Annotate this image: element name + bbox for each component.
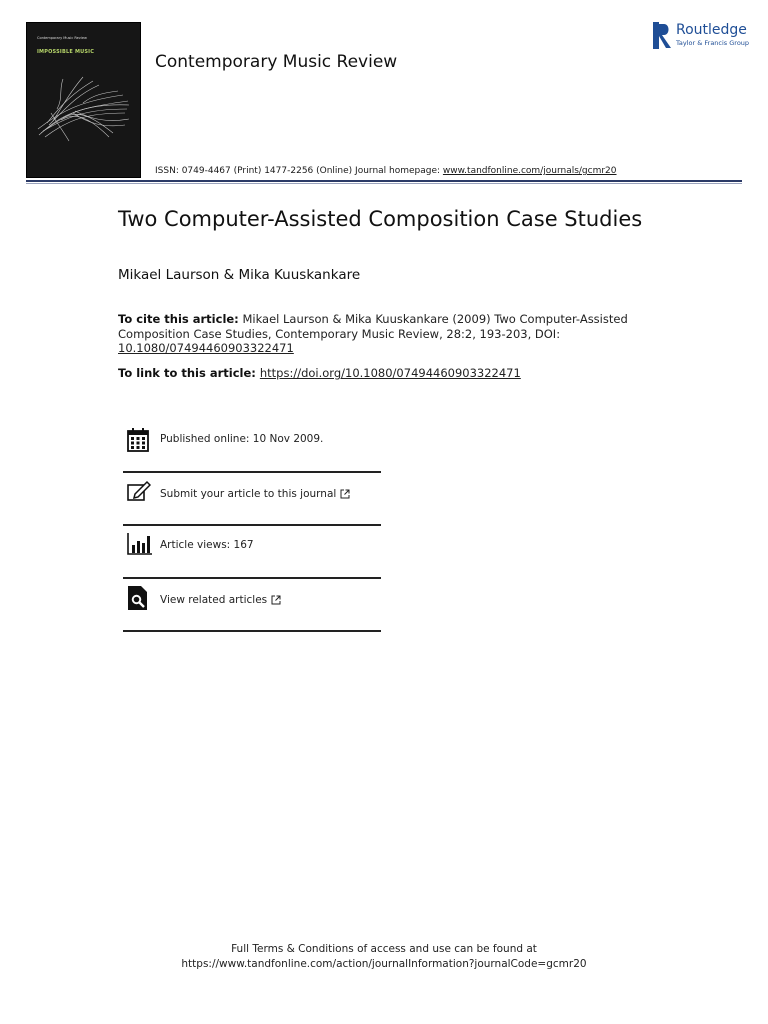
journal-cover-image [26, 22, 141, 178]
related-articles-link[interactable]: View related articles [160, 594, 281, 606]
header-divider-thin [26, 183, 742, 184]
calendar-icon [127, 428, 149, 452]
cover-issue-title: IMPOSSIBLE MUSIC [37, 49, 95, 55]
article-views-item [123, 533, 381, 557]
footer-terms [0, 942, 768, 972]
article-views-text: Article views: 167 [160, 539, 254, 551]
info-divider [123, 630, 381, 632]
link-label: To link to this article: [118, 366, 256, 380]
bar-chart-icon [127, 533, 153, 555]
cover-artwork-icon [33, 73, 133, 143]
article-authors: Mikael Laurson & Mika Kuuskankare [118, 267, 361, 283]
article-title: Two Computer-Assisted Composition Case Studies [118, 207, 643, 231]
published-online-item [123, 428, 381, 454]
info-divider [123, 524, 381, 526]
submit-article-link[interactable]: Submit your article to this journal [160, 488, 350, 500]
link-line [118, 366, 521, 380]
info-divider [123, 471, 381, 473]
citation-block [118, 312, 638, 356]
related-articles-item[interactable] [123, 586, 381, 612]
publisher-subtitle: Taylor & Francis Group [676, 39, 750, 47]
submit-article-item[interactable] [123, 480, 381, 508]
search-document-icon [127, 586, 149, 611]
doi-url-link[interactable]: https://doi.org/10.1080/07494460903322471 [259, 366, 521, 380]
footer-line-1: Full Terms & Conditions of access and use can be found at [231, 943, 537, 955]
footer-terms-link[interactable]: https://www.tandfonline.com/action/journalInformation?journalCode=gcmr20 [181, 958, 587, 970]
publisher-name: Routledge [676, 22, 747, 38]
journal-homepage-link[interactable]: www.tandfonline.com/journals/gcmr20 [442, 166, 617, 176]
edit-icon [127, 480, 151, 502]
cite-label: To cite this article: [118, 312, 239, 326]
cite-doi-link[interactable]: 10.1080/07494460903322471 [118, 341, 294, 355]
cite-text: Mikael Laurson & Mika Kuuskankare (2009) Two Computer-Assisted Composition Case Studies, Contemporary Music Review, 28:2, 193-203, DOI: [118, 312, 628, 341]
cover-journal-name: Contemporary Music Review [37, 36, 87, 40]
external-link-icon [271, 595, 281, 605]
header-divider [26, 180, 742, 182]
info-divider [123, 577, 381, 579]
external-link-icon [340, 489, 350, 499]
issn-text: ISSN: 0749-4467 (Print) 1477-2256 (Online) Journal homepage: [155, 166, 443, 176]
journal-title: Contemporary Music Review [155, 52, 398, 72]
publisher-logo [653, 22, 749, 50]
routledge-logo-icon [653, 22, 673, 49]
issn-line [155, 166, 617, 176]
published-online-text: Published online: 10 Nov 2009. [160, 433, 324, 445]
